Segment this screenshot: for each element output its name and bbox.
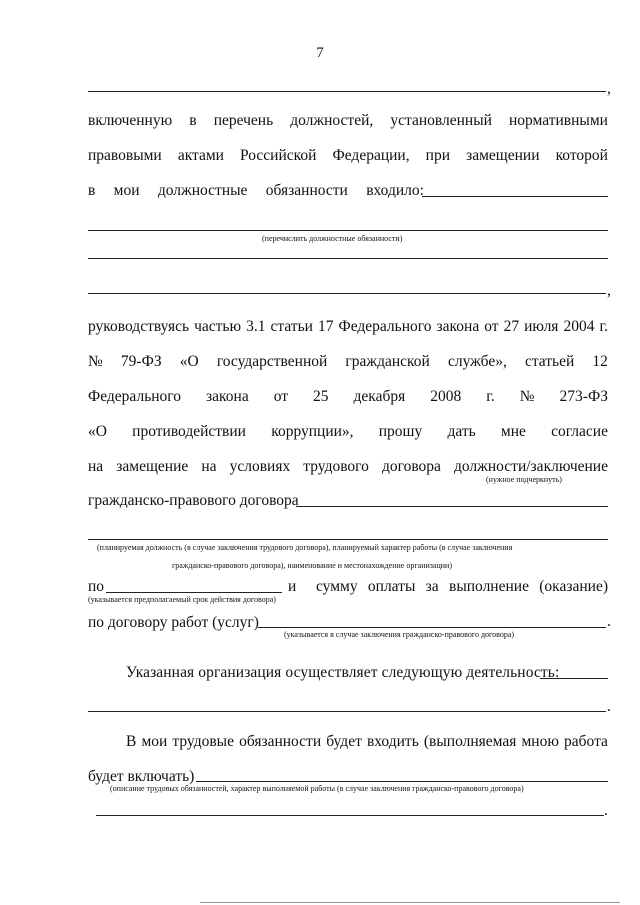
word: актами: [177, 147, 224, 164]
line-end-comma: ,: [607, 282, 611, 299]
blank-line: [88, 91, 606, 92]
contract-text: по договору работ (услуг): [88, 614, 259, 631]
word: перечень: [213, 112, 274, 129]
word: 27: [503, 318, 520, 335]
caption-duties-description: (описание трудовых обязанностей, характер выполняемой работы (в случае заключения гражданско-правового договора): [110, 784, 524, 793]
po-word: по: [88, 578, 105, 595]
para2-line4: [88, 423, 608, 441]
page-bottom-edge: [200, 902, 620, 903]
word: нормативными: [509, 112, 608, 129]
word: 79-ФЗ: [120, 353, 162, 370]
word: закона: [436, 318, 480, 335]
word: установленный: [390, 112, 492, 129]
word: должностей,: [290, 112, 374, 129]
word: мною: [521, 733, 559, 750]
para2-line2: [88, 353, 608, 371]
duties-line1: [126, 733, 608, 751]
contract-payment-blank: [258, 627, 606, 628]
word: №: [88, 353, 103, 370]
word: противодействии: [132, 423, 246, 440]
word: частью: [194, 318, 242, 335]
caption-term: (указывается предполагаемый срок действия договора): [88, 595, 276, 604]
word: в: [88, 182, 96, 199]
word: входило:: [366, 182, 424, 199]
caption-contract: (указывается в случае заключения гражданско-правового договора): [284, 630, 515, 639]
word: на: [201, 458, 217, 475]
word: обязанности: [265, 182, 348, 199]
word: условиях: [229, 458, 291, 475]
word: за: [425, 578, 439, 595]
word: (оказание): [539, 578, 608, 595]
word: г.: [486, 388, 495, 405]
word: коррупции»,: [271, 423, 354, 440]
word: договора: [381, 458, 441, 475]
blank-line: [96, 815, 604, 816]
word: мои: [141, 733, 168, 750]
word: трудовые: [172, 733, 234, 750]
word: Федерального: [88, 388, 182, 405]
para1-line1: [88, 112, 608, 130]
word: (выполняемая: [423, 733, 517, 750]
word: 3.1: [246, 318, 266, 335]
word: государственной: [216, 353, 328, 370]
blank-line: [88, 711, 606, 712]
word: в: [189, 112, 197, 129]
caption-position-line1: (планируемая должность (в случае заключения трудового договора), планируемый характер работы (в случае заключения: [97, 543, 513, 552]
blank-line: [88, 258, 608, 259]
duties-end: .: [604, 802, 608, 819]
word: №: [519, 388, 535, 405]
word: трудового: [303, 458, 369, 475]
word: службе»,: [447, 353, 507, 370]
page-number: 7: [316, 45, 324, 61]
word: 25: [313, 388, 329, 405]
word: будет: [326, 733, 362, 750]
para2-line6: гражданско-правового договора: [88, 492, 299, 509]
para1-line2: [88, 147, 608, 165]
word: руководствуясь: [88, 318, 190, 335]
word: закона: [206, 388, 249, 405]
word: 12: [592, 353, 608, 370]
blank-line: [88, 293, 606, 294]
contract-end: .: [607, 613, 611, 630]
para1-line3: [88, 182, 424, 200]
word: Российской: [240, 147, 317, 164]
word: 2008: [430, 388, 462, 405]
caption-position-line2: гражданско-правового договора), наименование и местонахождение организации): [172, 561, 452, 570]
word: включенную: [88, 112, 173, 129]
word: обязанности: [239, 733, 322, 750]
para2-line1: [88, 318, 608, 336]
caption-duties: (перечислить должностные обязанности): [262, 234, 403, 243]
activity-blank: [540, 678, 608, 679]
word: мои: [113, 182, 140, 199]
word: согласие: [551, 423, 608, 440]
word: «О: [88, 423, 107, 440]
caption-underline: (нужное подчеркнуть): [486, 475, 562, 484]
word: 273-ФЗ: [559, 388, 608, 405]
word: должности/заключение: [454, 458, 608, 475]
word: оплаты: [367, 578, 416, 595]
word: выполнение: [449, 578, 529, 595]
word: на: [88, 458, 104, 475]
i-word: и: [288, 578, 297, 595]
blank-line: [88, 539, 608, 540]
word: замещении: [466, 147, 540, 164]
contract-blank: [296, 506, 608, 507]
word: статьей: [524, 353, 575, 370]
word: статьи: [270, 318, 313, 335]
word: при: [425, 147, 451, 164]
org-activity: Указанная организация осуществляет следующую деятельность:: [126, 664, 560, 681]
term-blank: [106, 592, 282, 593]
duties-work-blank: [196, 781, 608, 782]
duties-line2: будет включать): [88, 768, 195, 785]
word: должностные: [157, 182, 248, 199]
word: 17: [317, 318, 334, 335]
word: «О: [179, 353, 199, 370]
word: сумму: [316, 578, 358, 595]
word: прошу: [378, 423, 423, 440]
word: которой: [555, 147, 608, 164]
word: мне: [500, 423, 526, 440]
word: г.: [599, 318, 608, 335]
word: дать: [447, 423, 476, 440]
word: Федерации,: [332, 147, 410, 164]
org-end: .: [607, 698, 611, 715]
word: замещение: [116, 458, 189, 475]
word: гражданской: [345, 353, 430, 370]
duties-blank: [422, 196, 608, 197]
word: Федерального: [338, 318, 432, 335]
blank-line: [88, 230, 608, 231]
word: декабря: [353, 388, 406, 405]
para2-line3: [88, 388, 608, 406]
word: В: [126, 733, 137, 750]
payment-words: [316, 578, 608, 596]
line-end-comma: ,: [607, 80, 611, 97]
word: работа: [564, 733, 608, 750]
word: 2004: [563, 318, 595, 335]
para2-line5: [88, 458, 608, 476]
word: июля: [524, 318, 559, 335]
word: правовыми: [88, 147, 162, 164]
word: входить: [366, 733, 419, 750]
word: от: [273, 388, 289, 405]
word: от: [484, 318, 499, 335]
